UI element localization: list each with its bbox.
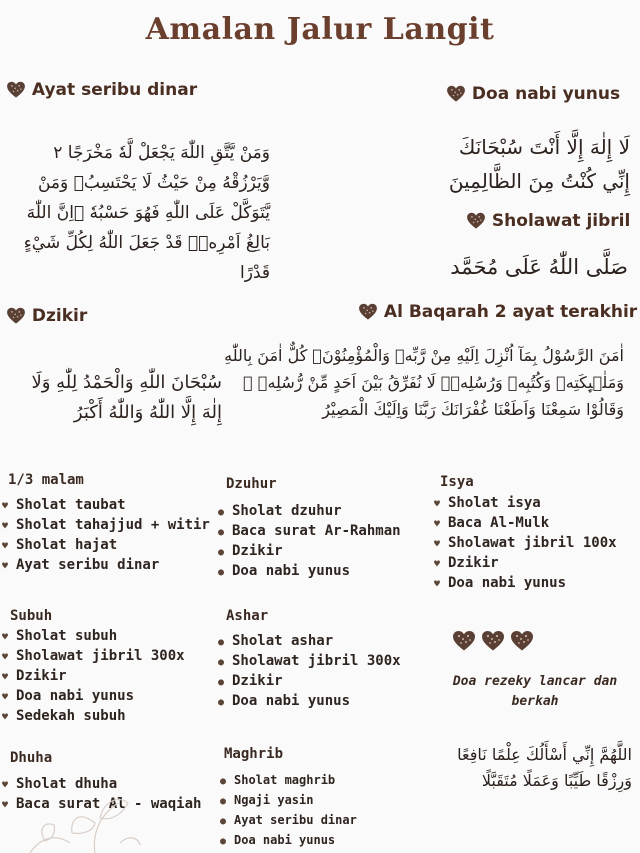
list-item: ♥ Doa nabi yunus [2,687,185,707]
heading-dzikir [6,306,87,326]
arabic-dzikir: سُبْحَانَ اللّٰهِ وَالْحَمْدُ لِلّٰهِ وَلَا إِلٰهَ إِلَّا اللّٰهُ وَاللّٰهُ أَكْبَرُ [31,372,222,423]
heart-bullet-icon: ♥ [2,780,9,791]
heading-sholawat-jibril [466,211,630,231]
heart-bullet-icon: ♥ [2,800,9,811]
schedule-title-isya: Isya [440,474,474,490]
list-item: ♥ Baca surat Al - waqiah [2,795,201,815]
list-item: ● Doa nabi yunus [220,831,357,851]
schedule-list-dzuhur [218,502,401,582]
list-item: ● Dzikir [218,542,401,562]
list-item: ♥ Sholat hajat [2,536,210,556]
heart-icon [481,630,505,651]
list-item: ● Sholat dzuhur [218,502,401,522]
list-item: ● Ayat seribu dinar [220,811,357,831]
bullet-dot-icon: ● [218,507,225,518]
heart-bullet-icon: ♥ [2,672,9,683]
bullet-dot-icon: ● [218,527,225,538]
heart-bullet-icon: ♥ [434,579,441,590]
schedule-title-dzuhur: Dzuhur [226,476,277,492]
bullet-dot-icon: ● [218,697,225,708]
arabic-sholawat-jibril: صَلَّى اللّٰهُ عَلَى مُحَمَّد [450,255,628,279]
list-item: ● Ngaji yasin [220,791,357,811]
arabic-al-baqarah: اٰمَنَ الرَّسُوْلُ بِمَآ اُنْزِلَ اِلَيْهِ مِنْ رَّبِّهٖ وَالْمُؤْمِنُوْنَۗ كُلٌّ اٰمَنَ بِاللّٰهِ وَمَلٰۤىِٕكَتِهٖ وَكُتُبِهٖ وَرُسُلِهٖۗ لَا نُفَرِّقُ بَيْنَ اَحَدٍ مِّنْ رُّسُلِهٖ ۗ وَقَالُوْا سَمِعْنَا وَاَطَعْنَا غُفْرَانَكَ رَبَّنَا وَاِلَيْكَ الْمَصِيْرُ [224,346,624,419]
bullet-dot-icon: ● [220,816,227,827]
heart-icon [6,307,26,324]
heart-icon [510,630,534,651]
list-item: ♥ Sholat isya [434,494,617,514]
list-item: ♥ Sholawat jibril 300x [2,647,185,667]
heart-bullet-icon: ♥ [2,561,9,572]
list-item: ♥ Doa nabi yunus [434,574,617,594]
heart-icon [452,630,476,651]
heart-bullet-icon: ♥ [2,652,9,663]
heart-bullet-icon: ♥ [434,519,441,530]
heart-bullet-icon: ♥ [2,692,9,703]
bullet-dot-icon: ● [220,796,227,807]
list-item: ♥ Sholat subuh [2,627,185,647]
schedule-list-ashar [218,632,401,712]
heading-ayat-seribu-dinar [6,80,197,100]
heading-doa-nabi-yunus [446,84,620,104]
bullet-dot-icon: ● [220,836,227,847]
arabic-doa-rezeky: اللَّهُمَّ إِنِّي أَسْأَلُكَ عِلْمًا نَافِعًا وَرِزْقًا طَيِّبًا وَعَمَلًا مُتَقَبَّلًا [457,745,632,790]
heart-icon [6,81,26,98]
bullet-dot-icon: ● [218,657,225,668]
list-item: ♥ Dzikir [434,554,617,574]
schedule-list-isya [434,494,617,594]
heart-bullet-icon: ♥ [2,521,9,532]
schedule-title-ashar: Ashar [226,608,269,624]
hearts-decoration [452,630,534,655]
list-item: ● Doa nabi yunus [218,692,401,712]
bullet-dot-icon: ● [218,637,225,648]
heading-label: Ayat seribu dinar [31,80,198,100]
heading-label: Doa nabi yunus [471,84,621,104]
heading-label: Al Baqarah 2 ayat terakhir [383,302,638,322]
flower-decoration-icon [0,763,150,853]
list-item: ♥ Dzikir [2,667,185,687]
heart-bullet-icon: ♥ [434,539,441,550]
heading-label: Dzikir [31,306,88,326]
list-item: ● Sholat maghrib [220,771,357,791]
schedule-list-subuh [2,627,185,727]
list-item: ♥ Sholat tahajjud + witir [2,516,210,536]
list-item: ♥ Sholat dhuha [2,775,201,795]
heart-bullet-icon: ♥ [434,499,441,510]
list-item: ● Baca surat Ar-Rahman [218,522,401,542]
heading-label: Sholawat jibril [491,211,631,231]
heart-icon [466,212,486,229]
schedule-title-sepertiga-malam: 1/3 malam [8,472,84,488]
list-item: ● Sholat ashar [218,632,401,652]
list-item: ♥ Sholawat jibril 100x [434,534,617,554]
heart-icon [358,303,378,320]
heading-al-baqarah [358,302,637,322]
heart-bullet-icon: ♥ [2,541,9,552]
bullet-dot-icon: ● [218,547,225,558]
schedule-title-dhuha: Dhuha [10,750,53,766]
list-item: ● Dzikir [218,672,401,692]
heart-bullet-icon: ♥ [434,559,441,570]
list-item: ● Sholawat jibril 300x [218,652,401,672]
schedule-list-maghrib [220,771,357,851]
heart-bullet-icon: ♥ [2,712,9,723]
schedule-list-sepertiga-malam [2,496,210,576]
list-item: ♥ Ayat seribu dinar [2,556,210,576]
arabic-doa-nabi-yunus: لَا إِلٰهَ إِلَّا أَنْتَ سُبْحَانَكَ إِنِّي كُنْتُ مِنَ الظَّالِمِينَ [448,135,630,193]
list-item: ♥ Baca Al-Mulk [434,514,617,534]
heart-bullet-icon: ♥ [2,501,9,512]
arabic-ayat-seribu-dinar: وَمَنْ يَّتَّقِ اللّٰهَ يَجْعَلْ لَّهٗ مَخْرَجًا ٢ وَّيَرْزُقْهُ مِنْ حَيْثُ لَا يَحْتَسِبُۗ وَمَنْ يَّتَوَكَّلْ عَلَى اللّٰهِ فَهُوَ حَسْبُهٗ ۗاِنَّ اللّٰهَ بَالِغُ اَمْرِهٖۗ قَدْ جَعَلَ اللّٰهُ لِكُلِّ شَيْءٍ قَدْرًا [23,143,270,283]
bullet-dot-icon: ● [218,567,225,578]
heart-icon [446,85,466,102]
heart-bullet-icon: ♥ [2,632,9,643]
bullet-dot-icon: ● [220,776,227,787]
schedule-title-maghrib: Maghrib [224,746,284,762]
list-item: ♥ Sholat taubat [2,496,210,516]
page-title: Amalan Jalur Langit [145,12,495,47]
schedule-title-subuh: Subuh [10,608,53,624]
list-item: ● Doa nabi yunus [218,562,401,582]
doa-rezeky-heading: Doa rezeky lancar dan berkah [452,674,618,709]
list-item: ♥ Sedekah subuh [2,707,185,727]
bullet-dot-icon: ● [218,677,225,688]
